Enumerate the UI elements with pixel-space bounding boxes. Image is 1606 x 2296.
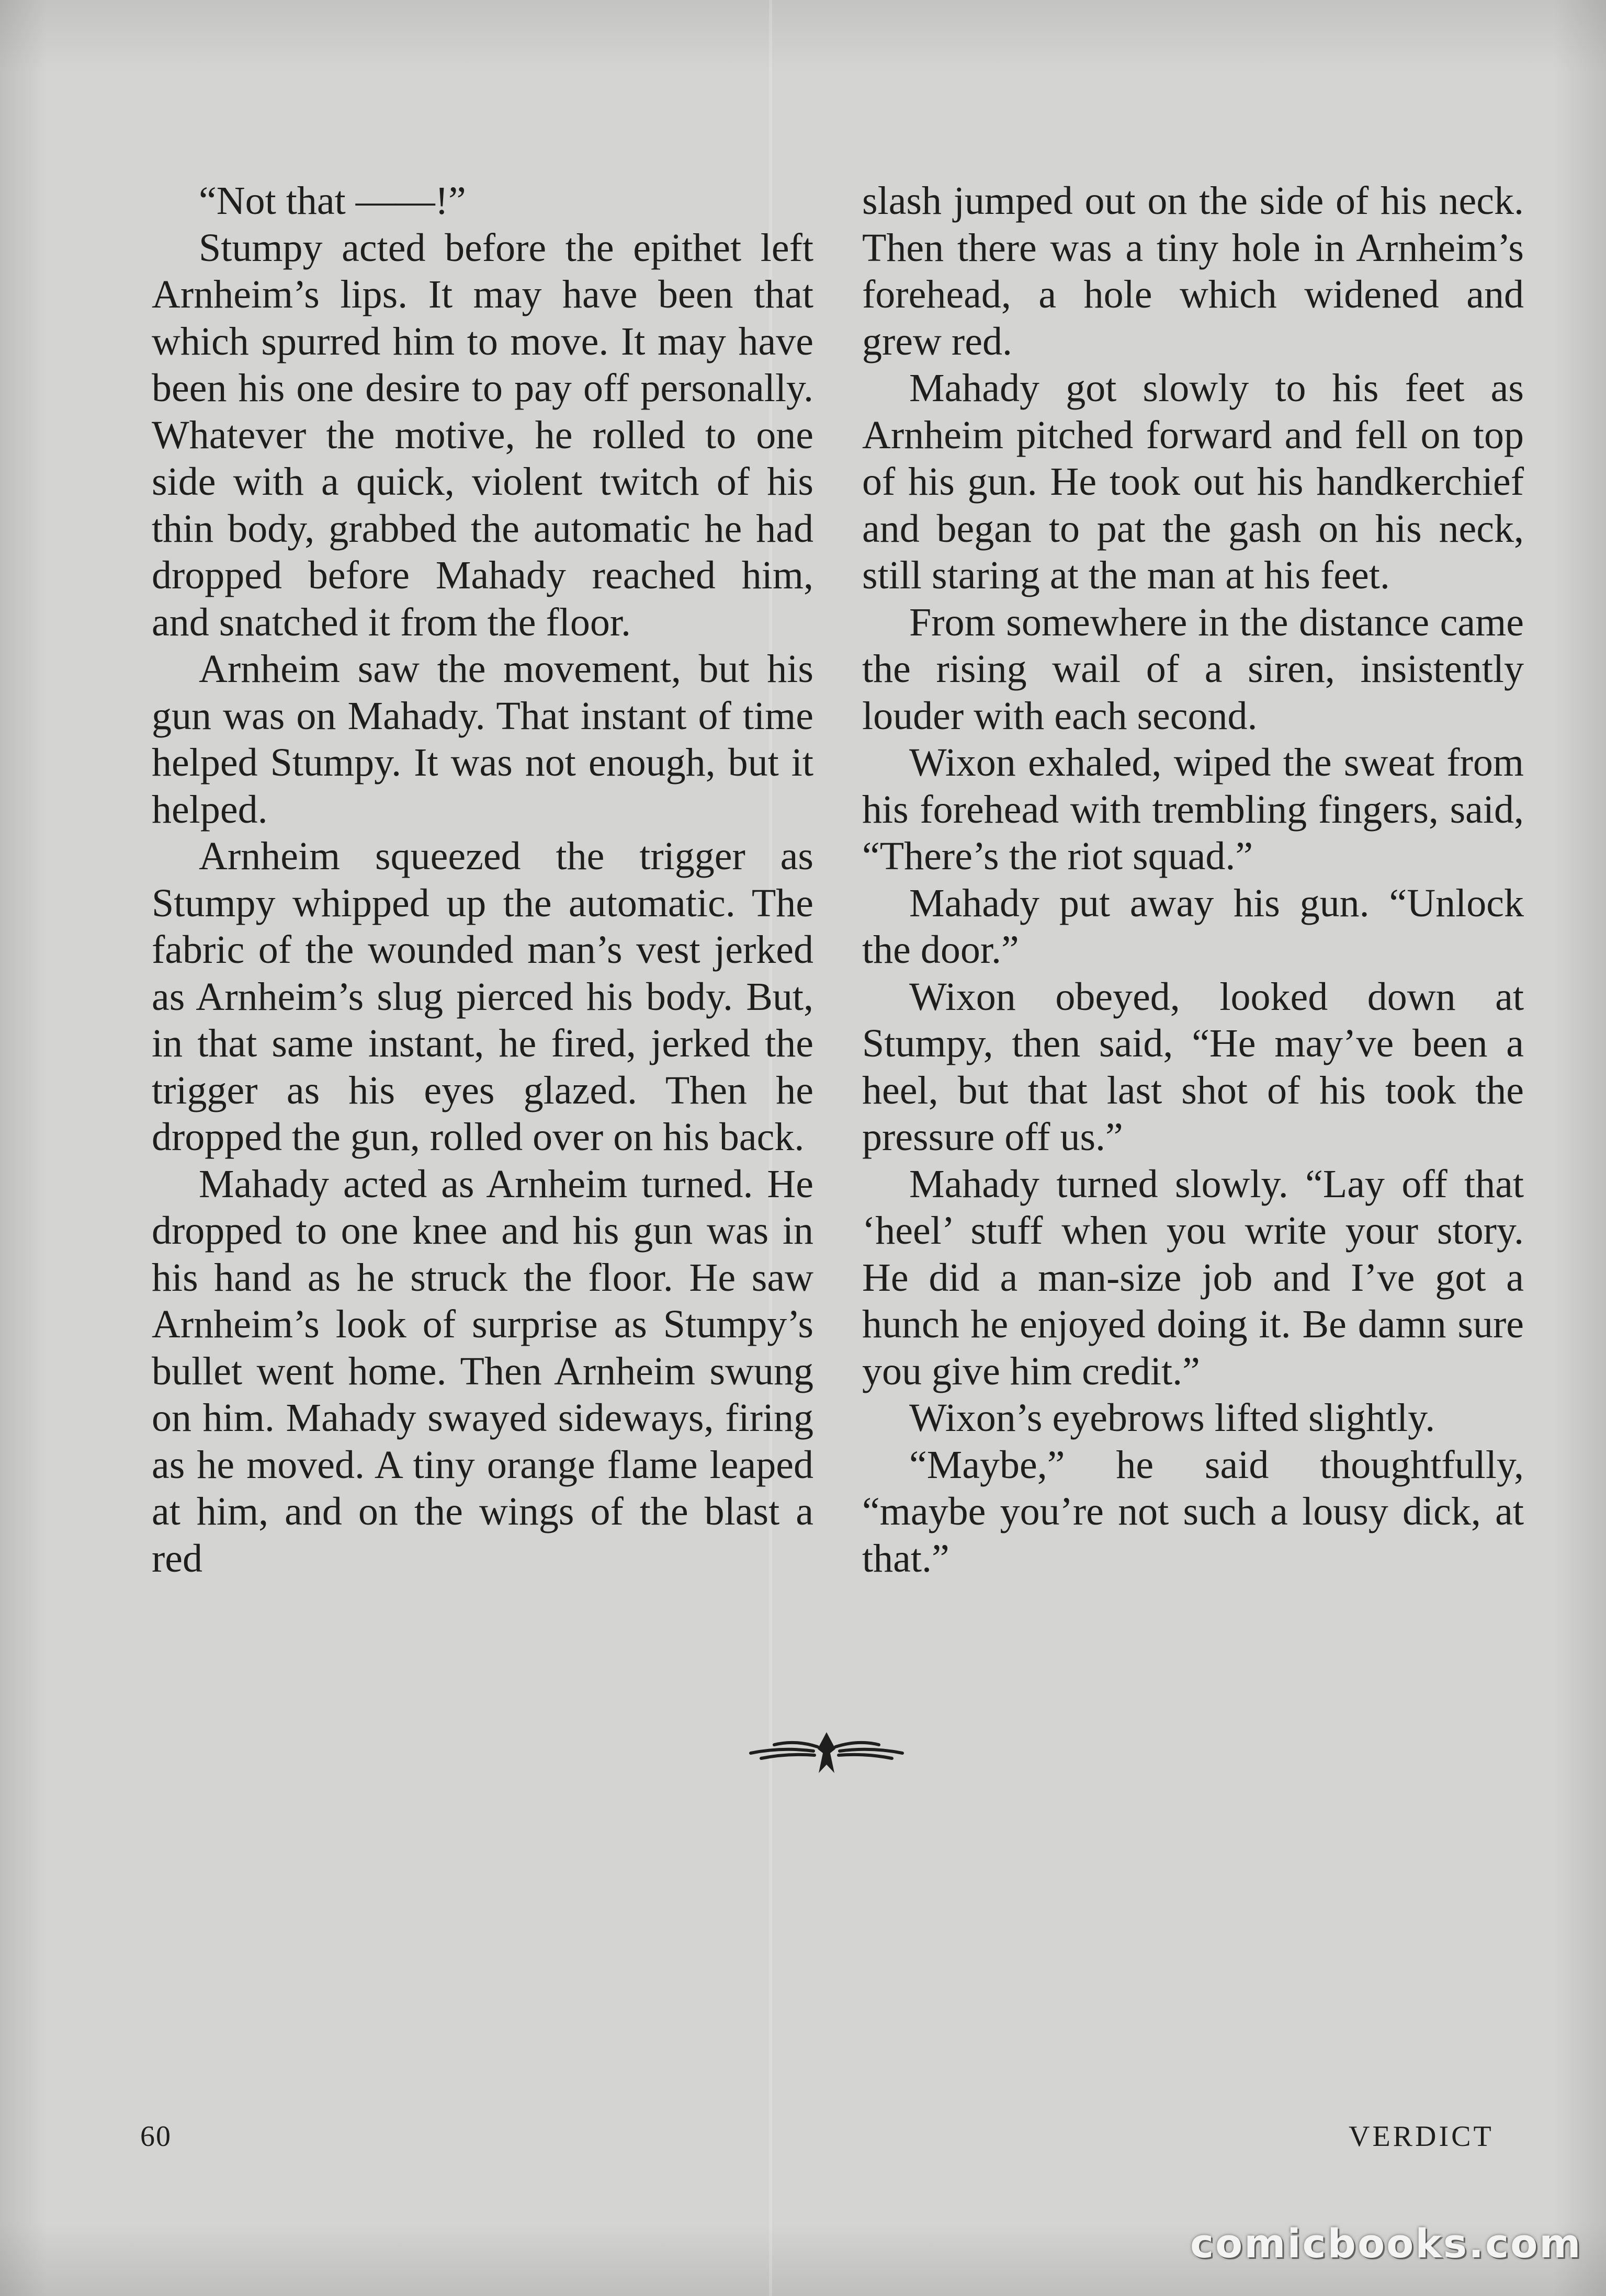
left-column <box>152 178 813 1582</box>
paragraph: “Maybe,” he said thoughtfully, “maybe you’re not such a lousy dick, at that.” <box>862 1442 1524 1581</box>
paragraph: Stumpy acted before the epithet left Arnheim’s lips. It may have been that which spurred him to move. It may have been his one desire to pay off personally. Whatever the motive, he rolled to one side with a quick, violent twitch of his thin body, grabbed the automatic he had dropped before Mahady reached him, and snatched it from the floor. <box>152 225 813 644</box>
right-column <box>862 178 1524 1582</box>
paragraph: Arnheim saw the movement, but his gun was on Mahady. That instant of time helped Stumpy. It was not enough, but it helped. <box>152 647 813 832</box>
winged-emblem-icon <box>745 1726 908 1778</box>
paragraph: Wixon exhaled, wiped the sweat from his forehead with trembling fingers, said, “There’s the riot squad.” <box>862 741 1524 878</box>
paragraph-continued: slash jumped out on the side of his neck. Then there was a tiny hole in Arnheim’s forehead, a hole which widened and grew red. <box>862 179 1524 363</box>
paragraph: Wixon obeyed, looked down at Stumpy, then said, “He may’ve been a heel, but that last shot of his took the pressure off us.” <box>862 974 1524 1159</box>
watermark: comicbooks.com <box>1190 2220 1582 2267</box>
paragraph: Mahady put away his gun. “Unlock the door.” <box>862 881 1524 972</box>
paragraph: Mahady got slowly to his feet as Arnheim pitched forward and fell on top of his gun. He took out his handkerchief and began to pat the gash on his neck, still staring at the man at his feet. <box>862 366 1524 597</box>
paragraph: From somewhere in the distance came the rising wail of a siren, insistently louder with each second. <box>862 600 1524 738</box>
paragraph: Mahady turned slowly. “Lay off that ‘heel’ stuff when you write your story. He did a man-size job and I’ve got a hunch he enjoyed doing it. Be damn sure you give him credit.” <box>862 1162 1524 1393</box>
page-number: 60 <box>140 2120 172 2153</box>
paragraph: Mahady acted as Arnheim turned. He dropped to one knee and his gun was in his hand as he struck the floor. He saw Arnheim’s look of surprise as Stumpy’s bullet went home. Then Arnheim swung on him. Mahady swayed sideways, firing as he moved. A tiny orange flame leaped at him, and on the wings of the blast a red <box>152 1162 813 1581</box>
paragraph: Wixon’s eyebrows lifted slightly. <box>909 1396 1435 1440</box>
running-title: VERDICT <box>1349 2120 1494 2153</box>
paragraph: Arnheim squeezed the trigger as Stumpy whipped up the automatic. The fabric of the wounded man’s vest jerked as Arnheim’s slug pierced his body. But, in that same instant, he fired, jerked the trigger as his eyes glazed. Then he dropped the gun, rolled over on his back. <box>152 834 813 1159</box>
paragraph: “Not that ——!” <box>199 179 466 223</box>
